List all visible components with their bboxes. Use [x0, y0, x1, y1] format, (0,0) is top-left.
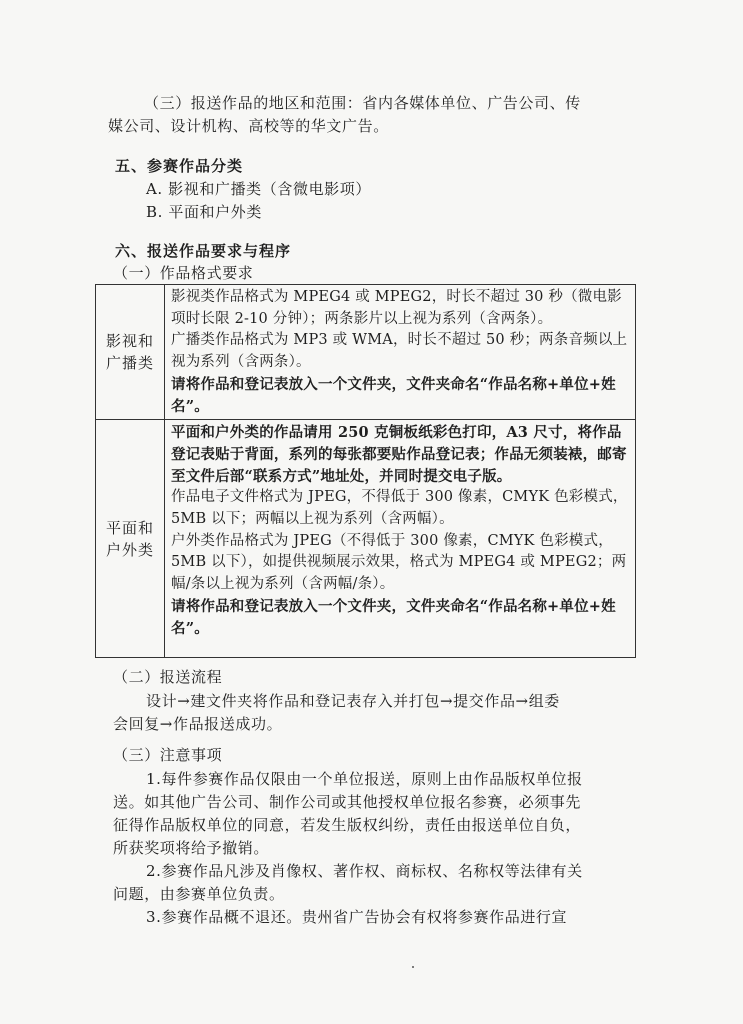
category-cell	[96, 420, 165, 658]
requirement-text-bold: 请将作品和登记表放入一个文件夹，文件夹命名“作品名称+单位+姓名”。	[171, 375, 616, 415]
requirement-text: 作品电子文件格式为 JPEG，不得低于 300 像素，CMYK 色彩模式，5MB 以下；两幅以上视为系列（含两幅）。	[171, 489, 628, 528]
process-line-2: 会回复→作品报送成功。	[113, 715, 283, 733]
category-label-line: 户外类	[105, 540, 154, 559]
note-1-line-1: 1.每件参赛作品仅限由一个单位报送，原则上由作品版权单位报	[146, 770, 583, 788]
process-line-1: 设计→建文件夹将作品和登记表存入并打包→提交作品→组委	[146, 692, 560, 710]
note-2-line-1: 2.参赛作品凡涉及肖像权、著作权、商标权、名称权等法律有关	[146, 862, 583, 880]
scope-line-2: 媒公司、设计机构、高校等的华文广告。	[108, 117, 389, 135]
process-heading: （二）报送流程	[113, 668, 223, 686]
category-label-line: 平面和	[105, 518, 154, 537]
category-label-line: 影视和	[105, 332, 154, 351]
section5-heading: 五、参赛作品分类	[115, 157, 244, 175]
note-2-line-2: 问题，由参赛单位负责。	[113, 885, 285, 903]
requirement-text-bold: 平面和户外类的作品请用 250 克铜板纸彩色打印，A3 尺寸，将作品登记表贴于背面，系列的每张都要贴作品登记表；作品无须装裱，邮寄至文件后部“联系方式”地址处，并同时提交电子版。	[171, 424, 627, 485]
section6-heading: 六、报送作品要求与程序	[115, 242, 292, 260]
note-1-line-4: 所获奖项将给予撤销。	[113, 839, 270, 857]
note-1-line-2: 送。如其他广告公司、制作公司或其他授权单位报名参赛，必须事先	[113, 793, 582, 811]
note-1-line-3: 征得作品版权单位的同意，若发生版权纠纷，责任由报送单位自负，	[113, 816, 582, 834]
requirement-text-bold: 请将作品和登记表放入一个文件夹，文件夹命名“作品名称+单位+姓名”。	[171, 597, 616, 637]
requirement-text: 影视类作品格式为 MPEG4 或 MPEG2，时长不超过 30 秒（微电影项时长限 2-10 分钟）；两条影片以上视为系列（含两条）。	[171, 289, 622, 327]
requirement-text: 广播类作品格式为 MP3 或 WMA，时长不超过 50 秒；两条音频以上视为系列（含两条）。	[171, 332, 628, 371]
category-label-line: 广播类	[105, 354, 154, 373]
notes-heading: （三）注意事项	[113, 746, 223, 764]
format-requirements-table	[95, 284, 636, 658]
requirement-cell	[165, 285, 636, 420]
requirement-text: 户外类作品格式为 JPEG（不得低于 300 像素，CMYK 色彩模式，5MB 以下），如提供视频展示效果，格式为 MPEG4 或 MPEG2；两幅/条以上视为系列（含两幅/条）。	[171, 532, 627, 593]
category-cell	[96, 285, 165, 420]
note-3-line-1: 3.参赛作品概不退还。贵州省广告协会有权将参赛作品进行宣	[146, 908, 568, 926]
scan-speck	[412, 966, 414, 968]
table-row	[96, 285, 636, 420]
section5-item-a: A. 影视和广播类（含微电影项）	[146, 180, 371, 198]
format-requirements-heading: （一）作品格式要求	[113, 264, 254, 282]
table-row	[96, 420, 636, 658]
section5-item-b: B. 平面和户外类	[146, 203, 262, 221]
requirement-cell	[165, 420, 636, 658]
scope-line-1: （三）报送作品的地区和范围：省内各媒体单位、广告公司、传	[144, 94, 581, 112]
